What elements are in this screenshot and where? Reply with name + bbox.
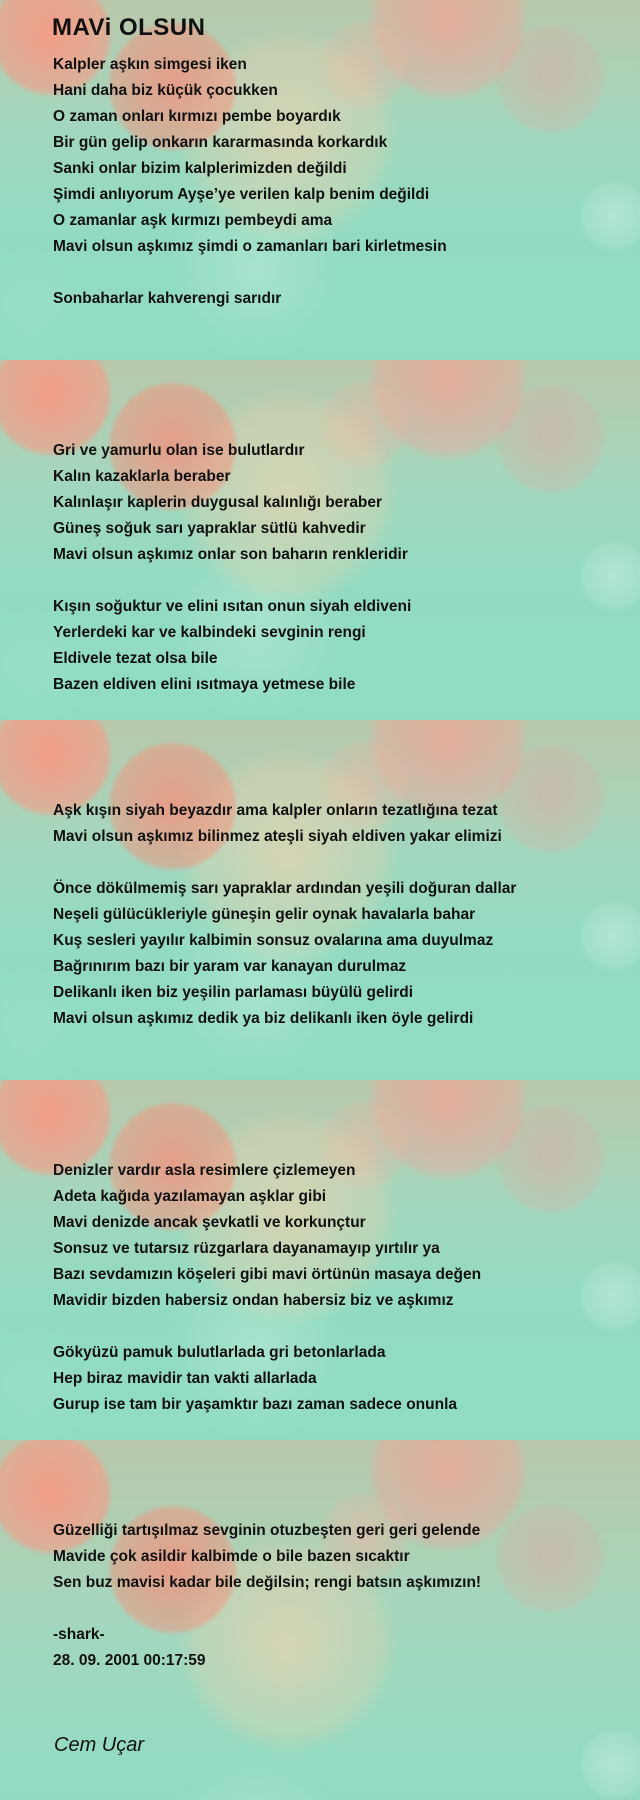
poem-line: Yerlerdeki kar ve kalbindeki sevginin rengi	[53, 624, 366, 641]
poem-panel-4	[0, 1080, 640, 1440]
poem-line: Aşk kışın siyah beyazdır ama kalpler onların tezatlığına tezat	[53, 802, 498, 819]
author-name: Cem Uçar	[54, 1734, 145, 1756]
poem-line: Hani daha biz küçük çocukken	[53, 82, 278, 99]
poem-line: Kalpler aşkın simgesi iken	[53, 56, 247, 73]
poem-line: Güzelliği tartışılmaz sevginin otuzbeşten geri geri gelende	[53, 1522, 481, 1539]
poem-line: Adeta kağıda yazılamayan aşklar gibi	[53, 1188, 327, 1205]
poem-line	[53, 260, 633, 286]
poem-line: Mavi olsun aşkımız onlar son baharın renkleridir	[53, 546, 408, 563]
poem-line: Mavi denizde ancak şevkatli ve korkunçtur	[53, 1214, 366, 1231]
poem-line	[53, 1314, 633, 1340]
poem-line: Denizler vardır asla resimlere çizlemeyen	[53, 1162, 356, 1179]
poem-line: Delikanlı iken biz yeşilin parlaması büyülü gelirdi	[53, 984, 414, 1001]
poem-line	[53, 850, 633, 876]
poem-line: Mavide çok asildir kalbimde o bile bazen sıcaktır	[53, 1548, 410, 1565]
poem-stanza-1	[53, 52, 633, 312]
poem-line: Kalın kazaklarla beraber	[53, 468, 231, 485]
poem-line	[53, 1132, 633, 1158]
poem-line: Sanki onlar bizim kalplerimizden değildi	[53, 160, 347, 177]
poem-line	[53, 772, 633, 798]
poem-line: Bir gün gelip onkarın kararmasında korkardık	[53, 134, 388, 151]
poem-signature: -shark-	[53, 1626, 105, 1643]
poem-stanza-2	[53, 412, 633, 698]
poem-line: Gurup ise tam bir yaşamktır bazı zaman sadece onunla	[53, 1396, 457, 1413]
poem-line: Neşeli gülücükleriyle güneşin gelir oynak havalarla bahar	[53, 906, 476, 923]
poem-line: Sen buz mavisi kadar bile değilsin; rengi batsın aşkımızın!	[53, 1574, 482, 1591]
poem-line: Gökyüzü pamuk bulutlarlada gri betonlarlada	[53, 1344, 386, 1361]
poem-line	[53, 412, 633, 438]
poem-line	[53, 568, 633, 594]
poem-panel-5	[0, 1440, 640, 1800]
poem-line: Sonbaharlar kahverengi sarıdır	[53, 290, 282, 307]
poem-stanza-4	[53, 1132, 633, 1418]
poem-line: Mavi olsun aşkımız şimdi o zamanları bari kirletmesin	[53, 238, 447, 255]
poem-panel-2	[0, 360, 640, 720]
poem-stanza-3	[53, 772, 633, 1032]
poem-title: MAVi OLSUN	[52, 14, 206, 41]
poem-line: Eldivele tezat olsa bile	[53, 650, 218, 667]
poem-panel-3	[0, 720, 640, 1080]
poem-line: Bazen eldiven elini ısıtmaya yetmese bile	[53, 676, 356, 693]
poem-line: Bazı sevdamızın köşeleri gibi mavi örtünün masaya değen	[53, 1266, 482, 1283]
poem-line: O zamanlar aşk kırmızı pembeydi ama	[53, 212, 333, 229]
poem-line: Güneş soğuk sarı yapraklar sütlü kahvedir	[53, 520, 366, 537]
poem-line: Kuş sesleri yayılır kalbimin sonsuz ovalarına ama duyulmaz	[53, 932, 494, 949]
poem-line: Hep biraz mavidir tan vakti allarlada	[53, 1370, 317, 1387]
poem-line: Mavi olsun aşkımız bilinmez ateşli siyah eldiven yakar elimizi	[53, 828, 502, 845]
poem-line	[53, 1492, 633, 1518]
poem-line: Sonsuz ve tutarsız rüzgarlara dayanamayıp yırtılır ya	[53, 1240, 440, 1257]
poem-line: Şimdi anlıyorum Ayşe’ye verilen kalp benim değildi	[53, 186, 430, 203]
poem-line: Önce dökülmemiş sarı yapraklar ardından yeşili doğuran dallar	[53, 880, 517, 897]
poem-line: Mavi olsun aşkımız dedik ya biz delikanlı iken öyle gelirdi	[53, 1010, 474, 1027]
poem-line	[53, 1596, 633, 1622]
poem-line: Kalınlaşır kaplerin duygusal kalınlığı beraber	[53, 494, 383, 511]
poem-line: Mavidir bizden habersiz ondan habersiz biz ve aşkımız	[53, 1292, 454, 1309]
poem-stanza-5	[53, 1492, 633, 1674]
poem-line: Bağrınırım bazı bir yaram var kanayan durulmaz	[53, 958, 407, 975]
poem-line: O zaman onları kırmızı pembe boyardık	[53, 108, 341, 125]
poem-date: 28. 09. 2001 00:17:59	[53, 1652, 206, 1669]
poem-line: Kışın soğuktur ve elini ısıtan onun siyah eldiveni	[53, 598, 412, 615]
poem-panel-1	[0, 0, 640, 360]
poem-line: Gri ve yamurlu olan ise bulutlardır	[53, 442, 305, 459]
